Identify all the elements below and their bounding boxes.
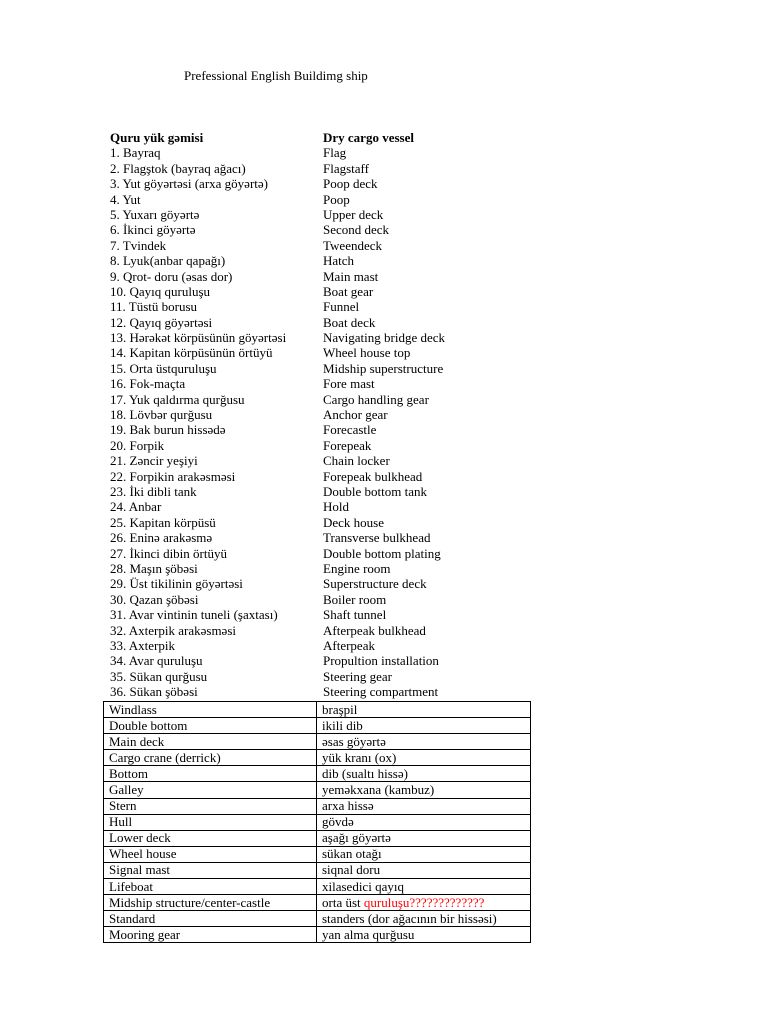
term-en: Boat gear [323,283,374,299]
list-item [110,392,530,407]
term-az: 29. Üst tikilinin göyərtəsi [110,576,243,592]
term-en: Navigating bridge deck [323,330,446,346]
list-item [110,361,530,376]
cell-az [317,927,531,943]
cell-az [317,862,531,878]
term-az: 3. Yut göyərtəsi (arxa göyərtə) [110,176,268,192]
term-az: 21. Zəncir yeşiyi [110,453,198,469]
table-row [104,782,531,798]
term-az: 15. Orta üstquruluşu [110,360,217,376]
cell-az [317,798,531,814]
cell-az-text: ikili dib [322,717,363,733]
cell-en: Signal mast [104,862,317,878]
term-az: 10. Qayıq quruluşu [110,283,211,299]
list-item [110,422,530,437]
cell-en: Mooring gear [104,927,317,943]
table-row [104,734,531,750]
cell-en: Wheel house [104,846,317,862]
term-en: Poop deck [323,176,378,192]
list-item [110,192,530,207]
list-item [110,176,530,191]
list-item [110,345,530,360]
list-item [110,515,530,530]
cell-az [317,750,531,766]
vocab-table [103,701,531,943]
list-item [110,499,530,514]
term-az: 25. Kapitan körpüsü [110,514,216,530]
list-item [110,623,530,638]
list-item [110,592,530,607]
cell-en: Windlass [104,702,317,718]
term-en: Poop [323,191,350,207]
cell-en: Lifeboat [104,879,317,895]
cell-en: Standard [104,911,317,927]
table-row [104,862,531,878]
term-az: 20. Forpik [110,437,165,453]
list-item [110,546,530,561]
term-en: Superstructure deck [323,576,427,592]
table-row [104,798,531,814]
term-az: 36. Sükan şöbəsi [110,684,198,700]
list-item [110,561,530,576]
list-item [110,407,530,422]
term-az: 6. İkinci göyərtə [110,222,196,238]
term-en: Cargo handling gear [323,391,429,407]
cell-az-text: yük kranı (ox) [322,749,397,765]
term-az: 5. Yuxarı göyərtə [110,206,200,222]
cell-en: Midship structure/center-castle [104,895,317,911]
term-en: Propultion installation [323,653,439,669]
cell-en: Hull [104,814,317,830]
term-en: Steering compartment [323,684,439,700]
cell-az-text: standers (dor ağacının bir hissəsi) [322,910,497,926]
list-item [110,222,530,237]
term-en: Double bottom plating [323,545,441,561]
list-item [110,330,530,345]
term-en: Hold [323,499,349,515]
term-en: Flagstaff [323,160,369,176]
list-item [110,638,530,653]
table-row [104,911,531,927]
term-en: Forecastle [323,422,377,438]
term-az: 1. Bayraq [110,145,161,161]
term-en: Midship superstructure [323,360,444,376]
cell-az-text: yan alma qurğusu [322,926,415,942]
term-en: Second deck [323,222,390,238]
list-item [110,299,530,314]
cell-az-text: siqnal doru [322,862,381,878]
term-az: 8. Lyuk(anbar qapağı) [110,253,226,269]
term-en: Chain locker [323,453,390,469]
list-item [110,161,530,176]
cell-az-text: braşpil [322,701,358,717]
table-row [104,814,531,830]
list-item [110,576,530,591]
term-en: Boat deck [323,314,376,330]
cell-en: Lower deck [104,830,317,846]
term-en: Boiler room [323,591,387,607]
cell-en: Main deck [104,734,317,750]
term-az: 34. Avar quruluşu [110,653,203,669]
list-item [110,453,530,468]
list-item [110,376,530,391]
list-item [110,469,530,484]
list-item [110,530,530,545]
term-az: 22. Forpikin arakəsməsi [110,468,236,484]
table-row [104,718,531,734]
term-en: Main mast [323,268,379,284]
term-az: 23. İki dibli tank [110,483,197,499]
table-row [104,846,531,862]
cell-az-highlight: quruluşu????????????? [363,894,485,910]
cell-az [317,734,531,750]
term-az: 30. Qazan şöbəsi [110,591,199,607]
term-en: Transverse bulkhead [323,530,431,546]
term-en: Double bottom tank [323,483,427,499]
cell-az-text: əsas göyərtə [322,733,386,749]
term-en: Deck house [323,514,385,530]
cell-en: Bottom [104,766,317,782]
list-item [110,253,530,268]
table-row [104,702,531,718]
cell-az-text: aşağı göyərtə [322,830,391,846]
list-item [110,653,530,668]
table-row [104,750,531,766]
cell-en: Double bottom [104,718,317,734]
term-en: Forepeak [323,437,372,453]
table-row [104,895,531,911]
term-az: 18. Lövbər qurğusu [110,407,213,423]
term-az: 28. Maşın şöbəsi [110,560,198,576]
cell-en: Cargo crane (derrick) [104,750,317,766]
table-row [104,766,531,782]
list-item [110,238,530,253]
table-row [104,927,531,943]
cell-az [317,782,531,798]
list-item [110,684,530,699]
list-item [110,315,530,330]
list-item [110,484,530,499]
table-row [104,879,531,895]
term-az: 33. Axterpik [110,637,175,653]
cell-az [317,911,531,927]
term-az: 17. Yuk qaldırma qurğusu [110,391,245,407]
term-en: Wheel house top [323,345,411,361]
term-en: Flag [323,145,347,161]
list-item [110,438,530,453]
term-en: Engine room [323,560,391,576]
cell-en: Galley [104,782,317,798]
term-en: Forepeak bulkhead [323,468,423,484]
list-item [110,607,530,622]
term-en: Shaft tunnel [323,607,387,623]
table-row [104,830,531,846]
cell-az-text: yeməkxana (kambuz) [322,782,435,798]
cell-az [317,766,531,782]
term-az: 35. Sükan qurğusu [110,668,208,684]
term-az: 4. Yut [110,191,141,207]
term-az: 7. Tvindek [110,237,167,253]
term-en: Funnel [323,299,360,315]
cell-az-text: sükan otağı [322,846,382,862]
list-header [110,130,530,145]
term-az: 31. Avar vintinin tuneli (şaxtası) [110,607,278,623]
term-en: Afterpeak bulkhead [323,622,426,638]
term-en: Hatch [323,253,355,269]
term-en: Anchor gear [323,407,388,423]
term-en: Afterpeak [323,637,375,653]
list-item [110,669,530,684]
term-az: 24. Anbar [110,499,162,515]
term-en: Steering gear [323,668,392,684]
term-az: 12. Qayıq göyərtəsi [110,314,213,330]
cell-az-text: orta üst [322,894,364,910]
term-az: 13. Hərəkət körpüsünün göyərtəsi [110,330,287,346]
list-item [110,145,530,160]
list-item [110,269,530,284]
cell-az [317,895,531,911]
header-en: Dry cargo vessel [323,130,414,145]
term-az: 14. Kapitan körpüsünün örtüyü [110,345,273,361]
term-en: Tweendeck [323,237,383,253]
term-az: 27. İkinci dibin örtüyü [110,545,227,561]
cell-az-text: gövdə [322,814,354,830]
cell-az [317,702,531,718]
document-title: Prefessional English Buildimg ship [184,68,368,83]
cell-az-text: dib (sualtı hissə) [322,765,408,781]
header-az: Quru yük gəmisi [110,130,204,145]
cell-az [317,718,531,734]
term-az: 11. Tüstü borusu [110,299,198,315]
list-item [110,207,530,222]
cell-az [317,814,531,830]
term-list [110,130,530,699]
term-en: Fore mast [323,376,375,392]
cell-az [317,879,531,895]
term-az: 32. Axterpik arakəsməsi [110,622,236,638]
cell-az [317,846,531,862]
cell-az [317,830,531,846]
list-item [110,284,530,299]
term-az: 16. Fok-maçta [110,376,186,392]
cell-az-text: arxa hissə [322,798,374,814]
term-az: 9. Qrot- doru (əsas dor) [110,268,233,284]
term-az: 2. Flagştok (bayraq ağacı) [110,160,246,176]
term-en: Upper deck [323,206,384,222]
term-az: 26. Eninə arakəsmə [110,530,213,546]
cell-az-text: xilasedici qayıq [322,878,404,894]
term-az: 19. Bak burun hissədə [110,422,226,438]
cell-en: Stern [104,798,317,814]
